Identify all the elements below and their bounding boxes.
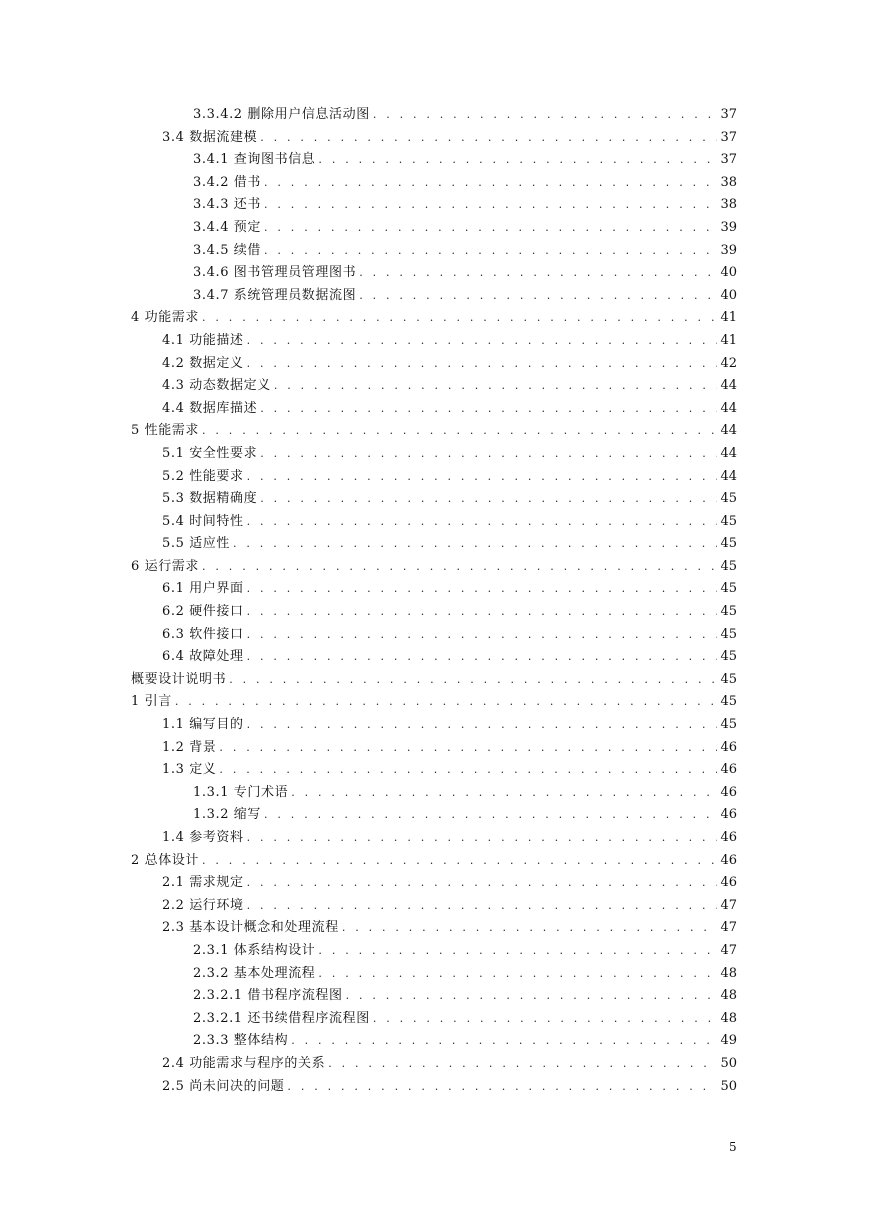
toc-entry-title: 2.4 功能需求与程序的关系	[162, 1055, 326, 1071]
toc-entry[interactable]	[131, 578, 737, 601]
toc-dot-leader	[318, 963, 717, 986]
toc-entry-page: 37	[720, 152, 737, 168]
toc-entry-page: 47	[720, 920, 737, 936]
toc-entry-page: 46	[720, 852, 737, 868]
toc-dot-leader	[229, 669, 717, 692]
toc-entry[interactable]	[131, 443, 737, 466]
toc-entry-title: 2.3 基本设计概念和处理流程	[162, 920, 339, 936]
toc-entry[interactable]	[131, 172, 737, 195]
toc-entry-title: 2.3.2.1 还书续借程序流程图	[193, 1010, 370, 1026]
toc-dot-leader	[260, 127, 717, 150]
toc-entry[interactable]	[131, 104, 737, 127]
toc-entry[interactable]	[131, 1008, 737, 1031]
toc-entry[interactable]	[131, 895, 737, 918]
toc-entry-page: 48	[720, 965, 737, 981]
toc-entry[interactable]	[131, 669, 737, 692]
toc-entry[interactable]	[131, 1076, 737, 1099]
toc-entry-title: 3.4 数据流建模	[162, 129, 258, 145]
toc-dot-leader	[247, 466, 718, 489]
toc-entry[interactable]	[131, 420, 737, 443]
toc-entry-page: 46	[720, 784, 737, 800]
toc-dot-leader	[202, 850, 717, 873]
toc-dot-leader	[287, 1076, 717, 1099]
toc-entry[interactable]	[131, 194, 737, 217]
toc-entry-title: 6.4 故障处理	[162, 649, 244, 665]
toc-entry-title: 2.1 需求规定	[162, 875, 244, 891]
toc-dot-leader	[247, 330, 718, 353]
toc-entry-title: 1.2 背景	[162, 739, 217, 755]
toc-entry-title: 1.4 参考资料	[162, 830, 244, 845]
toc-entry-page: 46	[720, 875, 737, 891]
toc-entry[interactable]	[131, 940, 737, 963]
page-number: 5	[729, 1140, 737, 1154]
toc-dot-leader	[274, 375, 718, 398]
toc-entry-page: 39	[720, 219, 737, 235]
toc-dot-leader	[264, 194, 717, 217]
toc-dot-leader	[342, 917, 718, 940]
toc-entry[interactable]	[131, 759, 737, 782]
toc-entry-title: 1 引言	[131, 694, 172, 710]
toc-entry-page: 48	[720, 1010, 737, 1026]
toc-entry-page: 47	[720, 897, 737, 913]
toc-entry-title: 6.1 用户界面	[162, 581, 244, 597]
toc-entry-page: 37	[720, 129, 737, 145]
toc-entry[interactable]	[131, 488, 737, 511]
toc-entry-page: 39	[720, 242, 737, 258]
toc-entry-page: 38	[720, 197, 737, 213]
toc-entry-title: 2 总体设计	[131, 852, 200, 868]
toc-entry-page: 45	[720, 558, 737, 574]
toc-entry-page: 50	[720, 1055, 737, 1071]
toc-entry[interactable]	[131, 804, 737, 827]
toc-entry-title: 5.5 适应性	[162, 536, 231, 552]
toc-entry-page: 44	[720, 423, 737, 439]
toc-entry-title: 3.4.1 查询图书信息	[193, 152, 316, 168]
toc-entry-page: 45	[720, 649, 737, 665]
toc-dot-leader	[291, 782, 717, 805]
toc-entry-title: 4.3 动态数据定义	[162, 378, 271, 394]
toc-entry-page: 45	[720, 694, 737, 710]
toc-entry-title: 1.1 编写目的	[162, 717, 244, 733]
toc-entry[interactable]	[131, 1053, 737, 1076]
toc-entry-title: 5.4 时间特性	[162, 513, 244, 529]
toc-entry[interactable]	[131, 285, 737, 308]
toc-entry-page: 50	[720, 1078, 737, 1094]
toc-entry-title: 2.2 运行环境	[162, 897, 244, 913]
toc-entry-title: 3.4.4 预定	[193, 219, 262, 235]
toc-entry-title: 3.4.6 图书管理员管理图书	[193, 265, 357, 281]
toc-entry-title: 5.3 数据精确度	[162, 491, 258, 507]
toc-entry-page: 45	[720, 536, 737, 552]
toc-entry-page: 41	[720, 332, 737, 348]
toc-entry-title: 4.4 数据库描述	[162, 400, 258, 416]
toc-entry[interactable]	[131, 917, 737, 940]
toc-entry-title: 2.3.2.1 借书程序流程图	[193, 988, 343, 1004]
toc-entry[interactable]	[131, 353, 737, 376]
toc-entry-title: 4.1 功能描述	[162, 332, 244, 348]
toc-entry[interactable]	[131, 872, 737, 895]
toc-dot-leader	[260, 488, 717, 511]
toc-entry[interactable]	[131, 827, 737, 850]
toc-entry-page: 44	[720, 445, 737, 461]
toc-entry-page: 45	[720, 671, 737, 687]
toc-entry-page: 46	[720, 807, 737, 823]
toc-dot-leader	[247, 511, 718, 534]
toc-dot-leader	[202, 307, 717, 330]
toc-dot-leader	[260, 443, 717, 466]
toc-dot-leader	[359, 262, 717, 285]
toc-entry-page: 46	[720, 739, 737, 755]
toc-dot-leader	[264, 172, 717, 195]
toc-dot-leader	[175, 691, 718, 714]
toc-entry-title: 6 运行需求	[131, 558, 200, 574]
toc-dot-leader	[260, 398, 717, 421]
toc-entry[interactable]	[131, 217, 737, 240]
toc-dot-leader	[202, 556, 717, 579]
toc-entry[interactable]	[131, 624, 737, 647]
toc-entry-page: 45	[720, 581, 737, 597]
toc-entry-title: 6.2 硬件接口	[162, 604, 244, 620]
toc-dot-leader	[247, 624, 718, 647]
toc-entry-title: 1.3.2 缩写	[193, 807, 262, 823]
toc-entry-page: 44	[720, 468, 737, 484]
toc-entry-page: 47	[720, 942, 737, 958]
toc-entry-title: 2.3.1 体系结构设计	[193, 942, 316, 958]
toc-dot-leader	[219, 737, 717, 760]
toc-entry-page: 44	[720, 400, 737, 416]
toc-dot-leader	[264, 804, 717, 827]
toc-entry[interactable]	[131, 646, 737, 669]
toc-dot-leader	[346, 985, 718, 1008]
toc-entry[interactable]	[131, 149, 737, 172]
toc-dot-leader	[247, 872, 718, 895]
toc-entry-title: 2.3.2 基本处理流程	[193, 965, 316, 981]
toc-dot-leader	[291, 1030, 717, 1053]
toc-dot-leader	[247, 578, 718, 601]
toc-entry-page: 45	[720, 626, 737, 642]
toc-entry-page: 45	[720, 717, 737, 733]
toc-entry-page: 44	[720, 378, 737, 394]
toc-entry-page: 48	[720, 988, 737, 1004]
toc-entry-page: 40	[720, 287, 737, 303]
table-of-contents	[131, 104, 737, 1098]
toc-entry-title: 4 功能需求	[131, 310, 200, 326]
toc-entry-title: 概要设计说明书	[131, 671, 227, 687]
toc-dot-leader	[247, 353, 718, 376]
toc-entry[interactable]	[131, 782, 737, 805]
toc-entry[interactable]	[131, 850, 737, 873]
toc-entry-title: 3.4.7 系统管理员数据流图	[193, 287, 357, 303]
toc-entry[interactable]	[131, 466, 737, 489]
toc-entry[interactable]	[131, 262, 737, 285]
toc-entry[interactable]	[131, 398, 737, 421]
toc-dot-leader	[328, 1053, 717, 1076]
toc-entry[interactable]	[131, 737, 737, 760]
toc-dot-leader	[318, 940, 717, 963]
toc-entry[interactable]	[131, 985, 737, 1008]
toc-entry[interactable]	[131, 307, 737, 330]
toc-entry-page: 40	[720, 265, 737, 281]
toc-entry[interactable]	[131, 601, 737, 624]
toc-entry-title: 4.2 数据定义	[162, 355, 244, 371]
toc-entry-title: 6.3 软件接口	[162, 626, 244, 642]
toc-entry-page: 37	[720, 107, 737, 122]
toc-dot-leader	[264, 217, 717, 240]
toc-entry[interactable]	[131, 556, 737, 579]
toc-entry-title: 3.4.5 续借	[193, 242, 262, 258]
toc-entry-page: 45	[720, 604, 737, 620]
toc-entry-title: 3.3.4.2 删除用户信息活动图	[193, 107, 370, 122]
toc-entry-title: 1.3.1 专门术语	[193, 784, 289, 800]
toc-entry-title: 5.1 安全性要求	[162, 445, 258, 461]
toc-entry[interactable]	[131, 375, 737, 398]
toc-entry[interactable]	[131, 963, 737, 986]
toc-dot-leader	[318, 149, 717, 172]
toc-dot-leader	[247, 646, 718, 669]
toc-entry-page: 45	[720, 513, 737, 529]
toc-dot-leader	[247, 601, 718, 624]
toc-entry-page: 49	[720, 1033, 737, 1049]
toc-entry-page: 45	[720, 491, 737, 507]
toc-dot-leader	[247, 827, 718, 850]
toc-entry-title: 5 性能需求	[131, 423, 200, 439]
toc-entry-title: 1.3 定义	[162, 762, 217, 778]
toc-dot-leader	[247, 895, 718, 918]
toc-entry-page: 42	[720, 355, 737, 371]
toc-dot-leader	[219, 759, 717, 782]
toc-entry[interactable]	[131, 240, 737, 263]
toc-entry-page: 46	[720, 762, 737, 778]
toc-entry-page: 38	[720, 174, 737, 190]
toc-entry[interactable]	[131, 511, 737, 534]
toc-entry[interactable]	[131, 1030, 737, 1053]
toc-dot-leader	[202, 420, 717, 443]
toc-entry-title: 5.2 性能要求	[162, 468, 244, 484]
toc-dot-leader	[247, 714, 718, 737]
toc-entry-title: 2.3.3 整体结构	[193, 1033, 289, 1049]
toc-dot-leader	[373, 104, 718, 127]
toc-dot-leader	[359, 285, 717, 308]
toc-dot-leader	[264, 240, 717, 263]
toc-entry-title: 2.5 尚未问决的问题	[162, 1078, 285, 1094]
toc-entry[interactable]	[131, 330, 737, 353]
toc-entry-page: 41	[720, 310, 737, 326]
toc-entry-page: 46	[720, 830, 737, 845]
toc-entry-title: 3.4.2 借书	[193, 174, 262, 190]
toc-entry-title: 3.4.3 还书	[193, 197, 262, 213]
toc-dot-leader	[373, 1008, 718, 1031]
toc-dot-leader	[233, 533, 717, 556]
toc-entry[interactable]	[131, 691, 737, 714]
toc-entry[interactable]	[131, 714, 737, 737]
toc-entry[interactable]	[131, 533, 737, 556]
toc-entry[interactable]	[131, 127, 737, 150]
